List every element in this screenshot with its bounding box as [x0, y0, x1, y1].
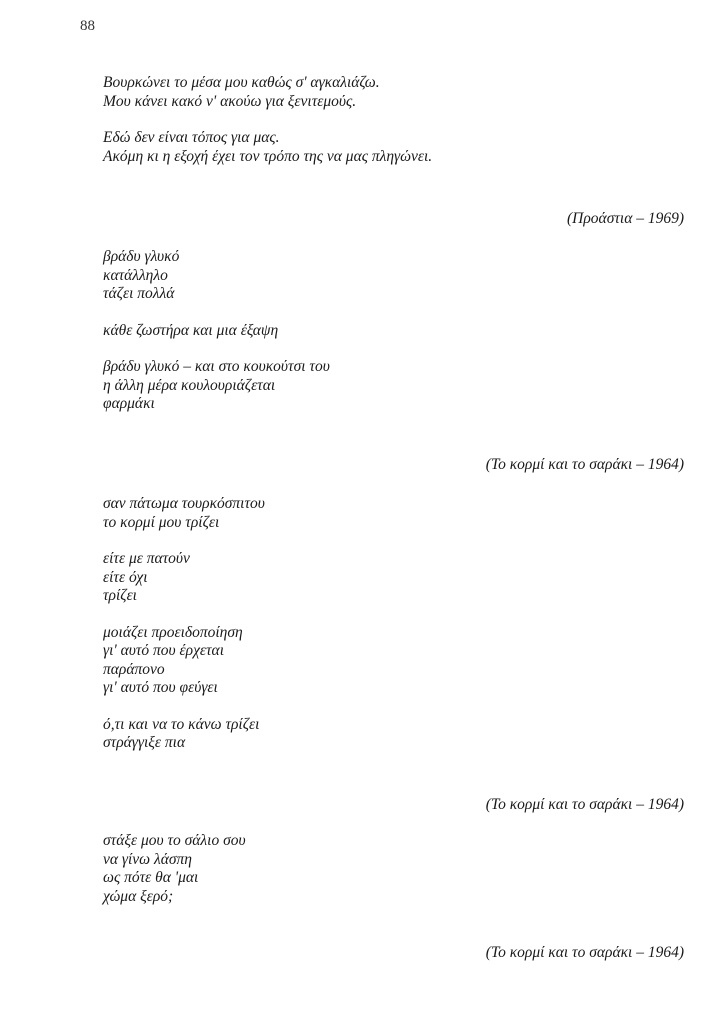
- poem-line: σαν πάτωμα τουρκόσπιτου: [103, 495, 265, 512]
- poem-line: ως πότε θα 'μαι: [103, 869, 199, 886]
- poem-line: γι' αυτό που φεύγει: [103, 679, 218, 696]
- poem-line: στάξε μου το σάλιο σου: [103, 832, 246, 849]
- poem-line: είτε όχι: [103, 568, 148, 586]
- stanza: [103, 832, 246, 906]
- poem-line: βράδυ γλυκό: [103, 248, 180, 265]
- poem-source: (Προάστια – 1969): [567, 210, 684, 227]
- poem-line: να γίνω λάσπη: [103, 850, 192, 868]
- poem-line: ό,τι και να το κάνω τρίζει: [103, 715, 260, 733]
- poem-4: [103, 832, 246, 906]
- stanza: [103, 716, 265, 753]
- poem-line: μοιάζει προειδοποίηση: [103, 623, 243, 641]
- poem-line: είτε με πατούν: [103, 550, 190, 567]
- poem-line: φαρμάκι: [103, 395, 155, 412]
- poem-line: χώμα ξερό;: [103, 887, 174, 905]
- poem-source: (Το κορμί και το σαράκι – 1964): [485, 944, 684, 961]
- stanza: [103, 322, 330, 341]
- poem-line: Ακόμη κι η εξοχή έχει τον τρόπο της να μας πληγώνει.: [103, 147, 433, 165]
- stanza: [103, 624, 265, 698]
- poem-1: [103, 74, 432, 166]
- poem-line: βράδυ γλυκό – και στο κουκούτσι του: [103, 358, 330, 375]
- poem-line: κατάλληλο: [103, 266, 168, 284]
- stanza: [103, 129, 432, 166]
- poem-line: παράπονο: [103, 660, 165, 678]
- poem-line: Βουρκώνει το μέσα μου καθώς σ' αγκαλιάζω.: [103, 74, 380, 91]
- stanza: [103, 248, 330, 304]
- stanza: [103, 74, 432, 111]
- poem-line: γι' αυτό που έρχεται: [103, 642, 224, 659]
- stanza: [103, 358, 330, 414]
- poem-line: Μου κάνει κακό ν' ακούω για ξενιτεμούς.: [103, 92, 357, 110]
- poem-2: [103, 248, 330, 414]
- poem-line: στράγγιξε πια: [103, 734, 186, 751]
- poem-3: [103, 495, 265, 753]
- poem-source: (Το κορμί και το σαράκι – 1964): [485, 456, 684, 473]
- page-number: 88: [80, 18, 95, 34]
- poem-line: κάθε ζωστήρα και μια έξαψη: [103, 321, 279, 339]
- poem-source: (Το κορμί και το σαράκι – 1964): [485, 796, 684, 813]
- poem-line: το κορμί μου τρίζει: [103, 513, 220, 531]
- stanza: [103, 550, 265, 606]
- poem-line: τρίζει: [103, 587, 137, 604]
- poem-line: τάζει πολλά: [103, 285, 175, 302]
- stanza: [103, 495, 265, 532]
- poem-line: η άλλη μέρα κουλουριάζεται: [103, 376, 276, 394]
- poem-line: Εδώ δεν είναι τόπος για μας.: [103, 129, 280, 146]
